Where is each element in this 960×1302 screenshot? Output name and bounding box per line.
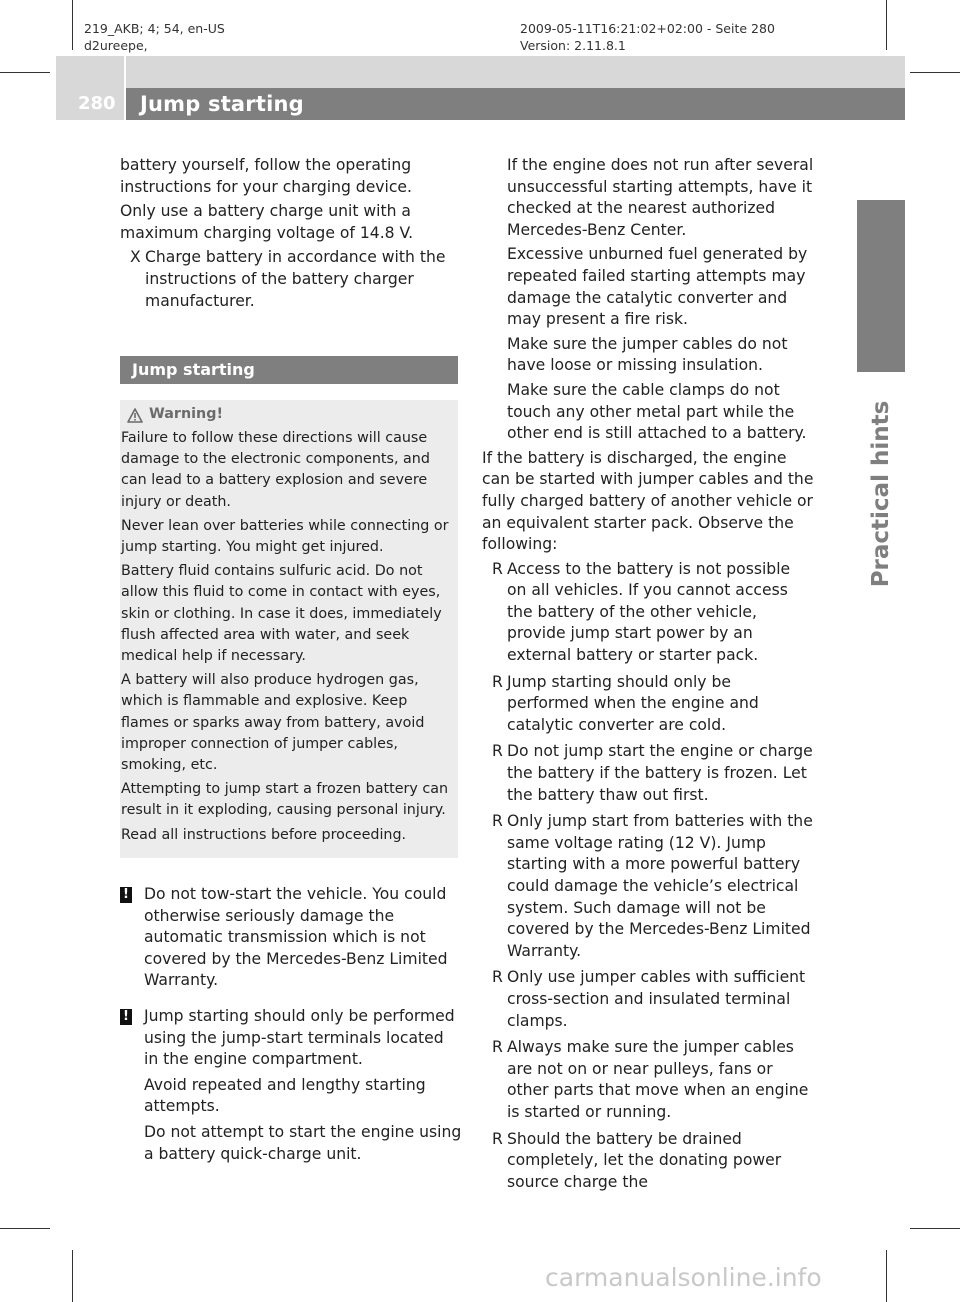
list-item-text: Access to the battery is not possible on all vehicles. If you cannot access the battery of the other vehicle, provide jump start power by an external battery or starter pack.: [507, 559, 791, 665]
print-meta-left: [84, 20, 225, 54]
action-step: [120, 247, 460, 312]
bullet-marker: R: [492, 968, 503, 987]
bullet-marker: R: [492, 812, 503, 831]
list-item-text: Should the battery be drained completely, let the donating power source charge the: [507, 1129, 782, 1191]
bullet-marker: R: [492, 1129, 503, 1148]
list-item: [482, 811, 814, 962]
left-column: [120, 155, 460, 317]
list-item-text: Only use jumper cables with sufficient cross-section and insulated terminal clamps.: [507, 968, 806, 1030]
note-icon: !: [120, 887, 132, 903]
paragraph: If the engine does not run after several unsuccessful starting attempts, have it checked at the nearest authorized Mercedes-Benz Center.: [507, 156, 814, 239]
watermark: carmanualsonline.info: [545, 1263, 822, 1292]
list-item: [482, 1037, 814, 1123]
paragraph: Make sure the cable clamps do not touch any other metal part while the other end is still attached to a battery.: [507, 380, 807, 443]
warning-paragraph: Failure to follow these directions will cause damage to the electronic components, and can lead to a battery explosion and severe injury or death.: [121, 430, 430, 510]
warning-box: [120, 400, 458, 858]
crop-mark: [0, 1228, 50, 1229]
paragraph: Make sure the jumper cables do not have loose or missing insulation.: [507, 334, 788, 375]
warning-title: Warning!: [149, 406, 223, 423]
notes: [120, 884, 462, 1179]
note-text: Do not attempt to start the engine using a battery quick-charge unit.: [144, 1122, 462, 1163]
warning-paragraph: A battery will also produce hydrogen gas, which is flammable and explosive. Keep flames or sparks away from battery, avoid improper connection of jumper cables, smoking, etc.: [121, 672, 425, 774]
note: [120, 884, 462, 992]
crop-mark: [886, 1250, 887, 1302]
action-text: Charge battery in accordance with the instructions of the battery charger manufacturer.: [145, 248, 446, 310]
warning-paragraph: Attempting to jump start a frozen battery can result in it exploding, causing personal injury.: [121, 781, 449, 819]
list-item: [482, 967, 814, 1032]
bullet-marker: R: [492, 742, 503, 761]
section-heading-text: Jump starting: [132, 360, 255, 379]
right-column: [482, 155, 814, 1198]
bullet-marker: R: [492, 559, 503, 578]
paragraph: If the battery is discharged, the engine can be started with jumper cables and the fully charged battery of another vehicle or an equivalent starter pack. Observe the following:: [482, 448, 814, 554]
print-meta-line: Version: 2.11.8.1: [520, 38, 626, 53]
print-meta-line: 2009-05-11T16:21:02+02:00 - Seite 280: [520, 21, 775, 36]
print-meta-right: [520, 20, 775, 54]
warning-paragraph: Never lean over batteries while connecting or jump starting. You might get injured.: [121, 517, 449, 556]
section-heading: [120, 356, 458, 384]
page-title: Jump starting: [140, 92, 304, 116]
list-item-text: Always make sure the jumper cables are not on or near pulleys, fans or other parts that move when an engine is started or running.: [507, 1038, 809, 1121]
action-marker: X: [130, 248, 141, 267]
crop-mark: [886, 0, 887, 50]
bullet-marker: R: [492, 1038, 503, 1057]
warning-triangle-icon: [127, 408, 143, 423]
paragraph: Only use a battery charge unit with a maximum charging voltage of 14.8 V.: [120, 202, 414, 242]
note-text: Do not tow-start the vehicle. You could otherwise seriously damage the automatic transmission which is not covered by the Mercedes-Benz Limited Warranty.: [144, 885, 448, 990]
list-item: [482, 741, 814, 806]
warning-content: [120, 404, 453, 849]
list-item: [482, 672, 814, 737]
crop-mark: [910, 72, 960, 73]
list-item-text: Only jump start from batteries with the same voltage rating (12 V). Jump starting with a more powerful battery could damage the vehicle’s electrical system. Such damage will not be covered by the Mercedes-Benz Limited Warranty.: [507, 812, 813, 960]
crop-mark: [72, 1250, 73, 1302]
paragraph: battery yourself, follow the operating instructions for your charging device.: [120, 156, 412, 196]
list-item-text: Jump starting should only be performed when the engine and catalytic converter are cold.: [507, 672, 759, 734]
warning-header: [121, 404, 453, 426]
bullet-marker: R: [492, 672, 503, 691]
list-item-text: Do not jump start the engine or charge the battery if the battery is frozen. Let the battery thaw out first.: [507, 742, 813, 804]
warning-paragraph: Battery fluid contains sulfuric acid. Do not allow this fluid to come in contact with eyes, skin or clothing. In case it does, immediately flush affected area with water, and seek medical help if necessary.: [121, 563, 442, 665]
note-text: Jump starting should only be performed using the jump-start terminals located in the engine compartment.: [144, 1006, 455, 1069]
warning-paragraph: Read all instructions before proceeding.: [121, 826, 407, 843]
print-meta-line: 219_AKB; 4; 54, en-US: [84, 21, 225, 36]
crop-mark: [72, 0, 73, 50]
list-item: [482, 559, 814, 667]
page-number: 280: [78, 93, 116, 114]
list-item: [482, 1129, 814, 1194]
side-tab: [857, 200, 905, 372]
paragraph: Excessive unburned fuel generated by repeated failed starting attempts may damage the catalytic converter and may present a fire risk.: [507, 245, 808, 329]
crop-mark: [0, 72, 50, 73]
note-icon: !: [120, 1009, 132, 1025]
print-meta-line: d2ureepe,: [84, 38, 148, 53]
note: [120, 1006, 462, 1165]
note-text: Avoid repeated and lengthy starting attempts.: [144, 1075, 426, 1116]
side-tab-label: Practical hints: [868, 400, 894, 588]
header-divider: [124, 56, 126, 120]
crop-mark: [910, 1228, 960, 1229]
